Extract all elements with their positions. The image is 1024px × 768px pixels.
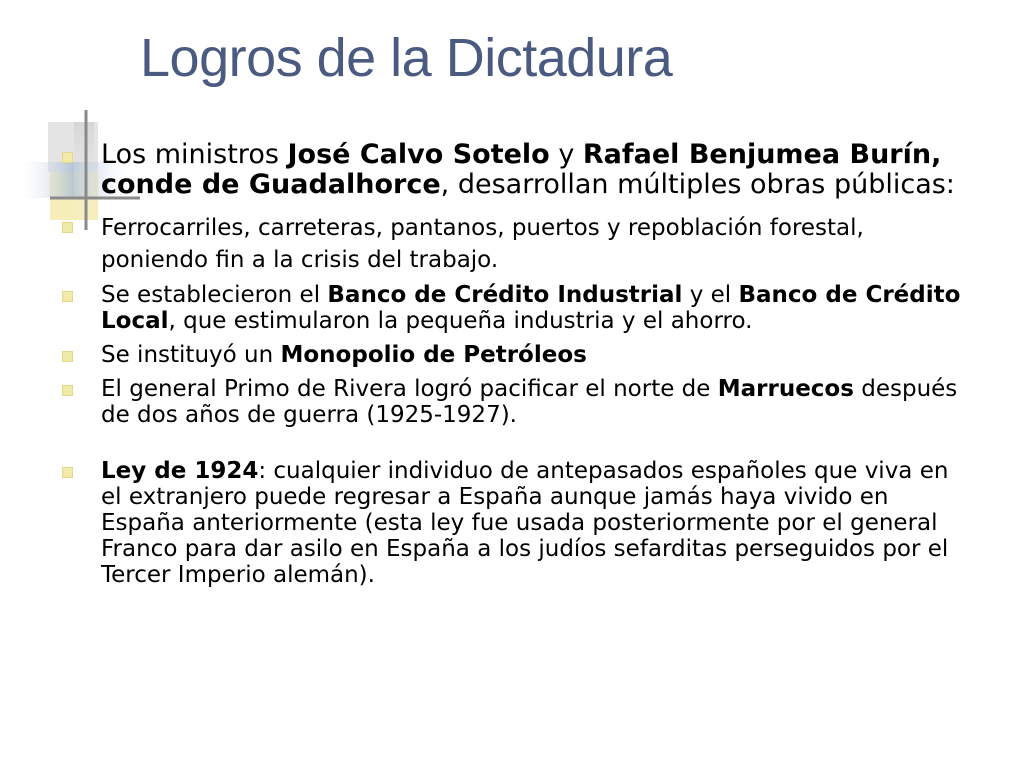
bullet-marker-icon xyxy=(62,291,73,302)
bullet-marruecos xyxy=(62,376,962,428)
text: después de dos años de guerra (1925-1927). xyxy=(101,376,958,428)
bullet-monopolio xyxy=(62,342,962,368)
bullet-list xyxy=(62,140,962,596)
text: , desarrollan múltiples obras públicas: xyxy=(440,169,955,200)
bold-text: Marruecos xyxy=(717,376,854,402)
bullet-marker-icon xyxy=(62,222,73,233)
text: El general Primo de Rivera logró pacificar el norte de xyxy=(101,376,718,402)
text: Ferrocarriles, carreteras, pantanos, puertos y repoblación forestal, poniendo fin a la crisis del trabajo. xyxy=(101,215,864,273)
text: Los ministros xyxy=(101,139,288,170)
bold-text: Rafael Benjumea Burín, conde de Guadalhorce xyxy=(101,139,942,200)
text: Se establecieron el xyxy=(101,282,328,308)
text: y el xyxy=(682,282,739,308)
bullet-ministros xyxy=(62,140,962,200)
bullet-obras xyxy=(62,212,962,276)
slide-title: Logros de la Dictadura xyxy=(140,28,673,88)
bullet-bancos xyxy=(62,282,962,334)
bold-text: Banco de Crédito Industrial xyxy=(327,282,683,308)
bold-text: Monopolio de Petróleos xyxy=(280,342,587,368)
bold-text: Ley de 1924 xyxy=(101,458,259,484)
text: Se instituyó un xyxy=(101,342,281,368)
bullet-marker-icon xyxy=(62,385,73,396)
bullet-ley-1924 xyxy=(62,458,962,588)
bullet-marker-icon xyxy=(62,152,73,163)
text: y xyxy=(549,139,583,170)
text: : cualquier individuo de antepasados españoles que viva en el extranjero puede regresar a España aunque jamás haya vivido en España anteriormente (esta ley fue usada posteriormente por el general Franco para dar asilo en España a los judíos sefarditas perseguidos por el Tercer Imperio alemán). xyxy=(101,458,949,588)
text: , que estimularon la pequeña industria y el ahorro. xyxy=(168,308,753,334)
bullet-marker-icon xyxy=(62,351,73,362)
bold-text: José Calvo Sotelo xyxy=(287,139,550,170)
bullet-marker-icon xyxy=(62,467,73,478)
bold-text: Banco de Crédito Local xyxy=(101,282,961,334)
